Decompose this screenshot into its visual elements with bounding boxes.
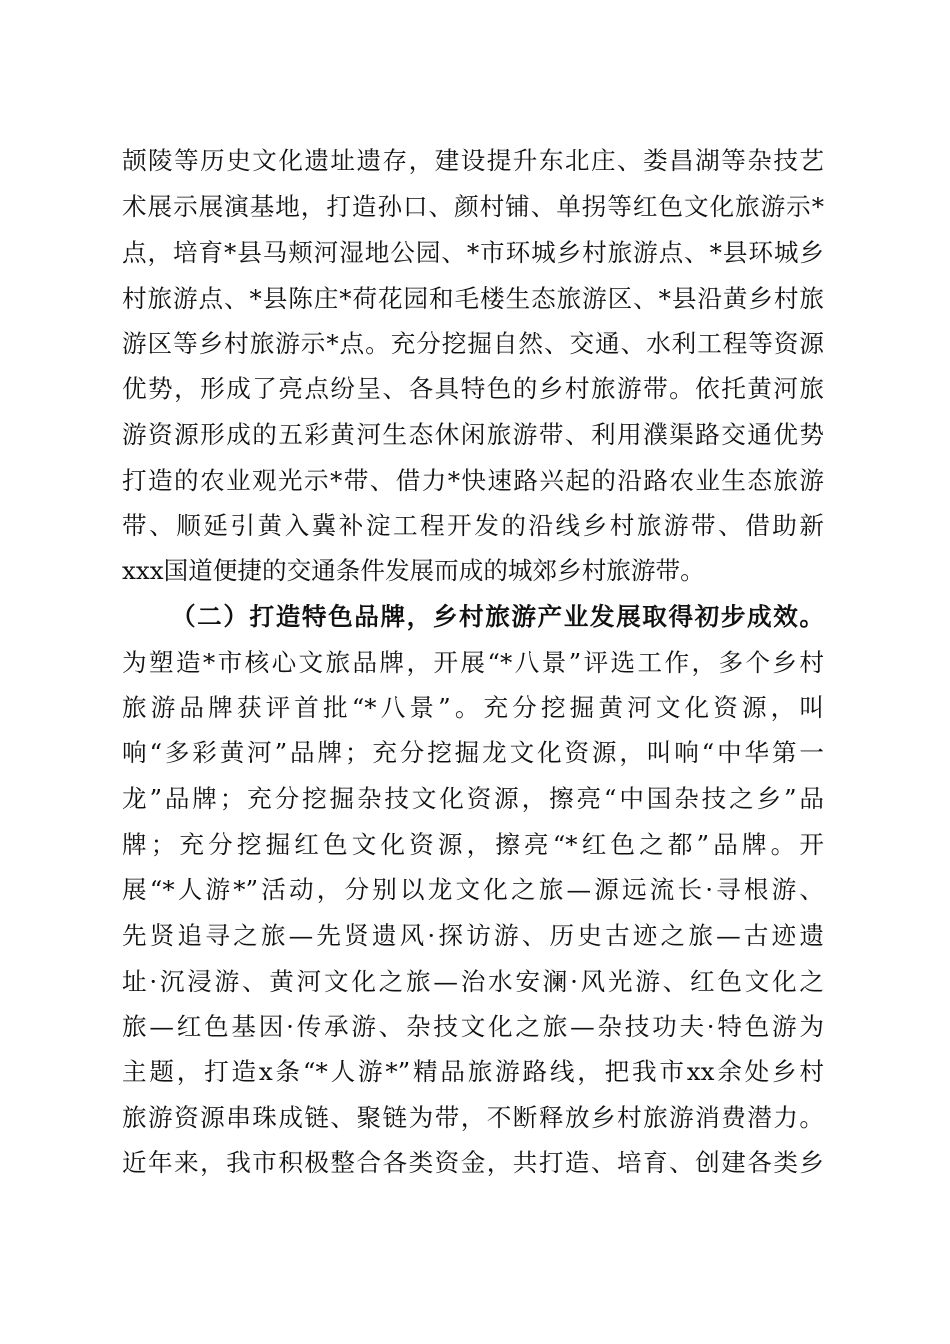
- body-text-line: 为塑造*市核心文旅品牌，开展“*八景”评选工作，多个乡村: [122, 648, 824, 677]
- body-text-line: 打造的农业观光示*带、借力*快速路兴起的沿路农业生态旅游: [122, 466, 824, 495]
- body-text-line: 旅游资源串珠成链、聚链为带，不断释放乡村旅游消费潜力。: [122, 1103, 824, 1132]
- body-text-line: 展“*人游*”活动，分别以龙文化之旅—源远流长·寻根游、: [122, 875, 824, 904]
- body-text-line: 村旅游点、*县陈庄*荷花园和毛楼生态旅游区、*县沿黄乡村旅: [122, 284, 824, 313]
- body-text-line: 牌；充分挖掘红色文化资源，擦亮“*红色之都”品牌。开: [122, 830, 824, 859]
- body-text-line: 先贤追寻之旅—先贤遗风·探访游、历史古迹之旅—古迹遗: [122, 921, 824, 950]
- section-heading: （二）打造特色品牌，乡村旅游产业发展取得初步成效。: [171, 602, 824, 631]
- body-text-line: 优势，形成了亮点纷呈、各具特色的乡村旅游带。依托黄河旅: [122, 374, 824, 403]
- body-text-line: 点，培育*县马颊河湿地公园、*市环城乡村旅游点、*县环城乡: [122, 238, 824, 267]
- body-text-line: 游区等乡村旅游示*点。充分挖掘自然、交通、水利工程等资源: [122, 329, 824, 358]
- body-text-line: 旅—红色基因·传承游、杂技文化之旅—杂技功夫·特色游为: [122, 1012, 824, 1041]
- body-text-line: 带、顺延引黄入冀补淀工程开发的沿线乡村旅游带、借助新: [122, 511, 824, 540]
- body-text-line: 近年来，我市积极整合各类资金，共打造、培育、创建各类乡: [122, 1148, 824, 1177]
- body-text-line: 旅游品牌获评首批“*八景”。充分挖掘黄河文化资源，叫: [122, 693, 824, 722]
- body-text-line: 主题，打造x条“*人游*”精品旅游路线，把我市xx余处乡村: [122, 1057, 824, 1086]
- body-text-line: 颉陵等历史文化遗址遗存，建设提升东北庄、娄昌湖等杂技艺: [122, 146, 824, 175]
- body-text-line: 址·沉浸游、黄河文化之旅—治水安澜·风光游、红色文化之: [122, 967, 824, 996]
- body-text-line: xxx国道便捷的交通条件发展而成的城郊乡村旅游带。: [122, 556, 705, 585]
- body-text-line: 术展示展演基地，打造孙口、颜村铺、单拐等红色文化旅游示*: [122, 192, 824, 221]
- body-text-line: 游资源形成的五彩黄河生态休闲旅游带、利用濮渠路交通优势: [122, 420, 824, 449]
- body-text-line: 响“多彩黄河”品牌；充分挖掘龙文化资源，叫响“中华第一: [122, 738, 824, 767]
- body-text-line: 龙”品牌；充分挖掘杂技文化资源，擦亮“中国杂技之乡”品: [122, 784, 824, 813]
